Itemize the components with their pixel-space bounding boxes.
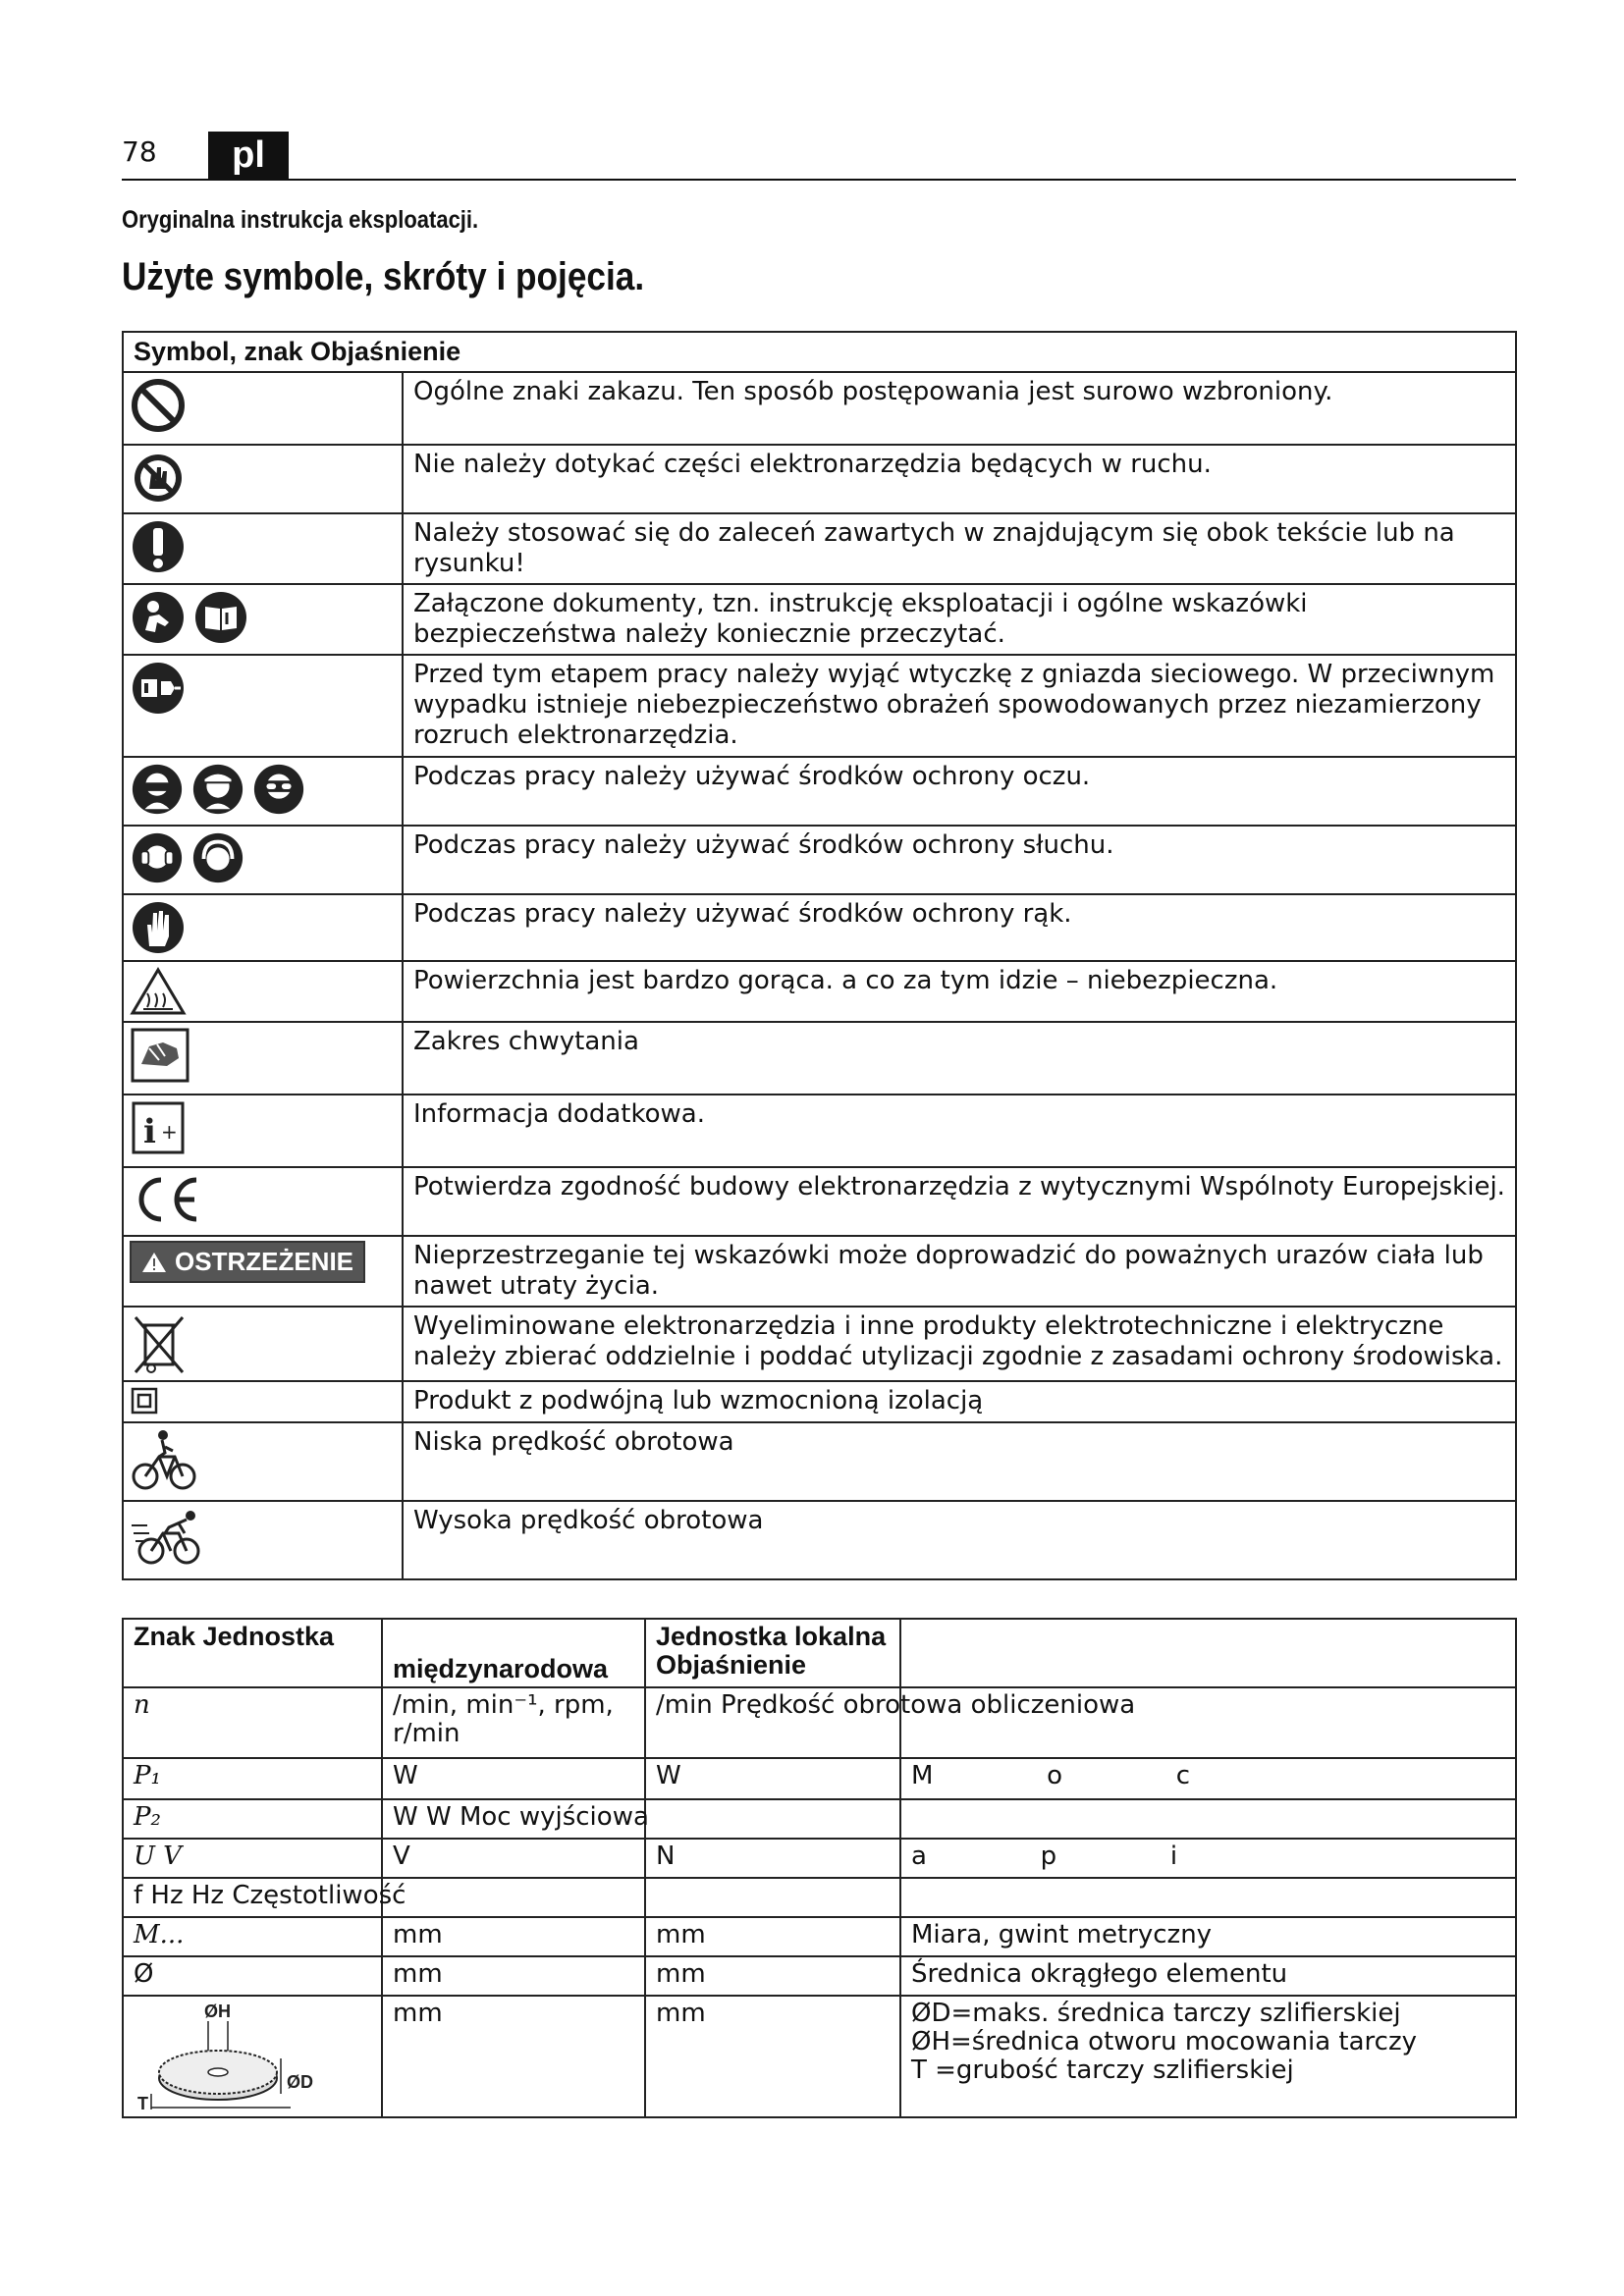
unit-local: /min Prędkość obrotowa obliczeniowa bbox=[645, 1687, 900, 1758]
hot-surface-icon bbox=[130, 966, 187, 1017]
goggles-icon bbox=[251, 762, 306, 817]
symbol-description: Wyeliminowane elektronarzędzia i inne produkty elektrotechniczne i elektryczne należy zbierać oddzielnie i poddać utylizacji zgodnie z zasadami ochrony środowiska. bbox=[403, 1307, 1516, 1381]
symbol-description: Nie należy dotykać części elektronarzędzia będących w ruchu. bbox=[403, 445, 1516, 513]
table-row bbox=[123, 1758, 1516, 1799]
unit-local: mm bbox=[645, 1956, 900, 1996]
unit-sign: Ø bbox=[123, 1956, 382, 1996]
unit-description bbox=[900, 1996, 1516, 2117]
symbol-description: Zakres chwytania bbox=[403, 1022, 1516, 1095]
table-row bbox=[123, 826, 1516, 894]
symbol-description: Załączone dokumenty, tzn. instrukcję eksploatacji i ogólne wskazówki bezpieczeństwa należy koniecznie przeczytać. bbox=[403, 584, 1516, 655]
header-sign-unit: Znak Jednostka bbox=[123, 1619, 382, 1687]
ce-mark-icon bbox=[130, 1172, 202, 1227]
page-title: Użyte symbole, skróty i pojęcia. bbox=[122, 255, 645, 298]
warning-badge bbox=[130, 1241, 365, 1283]
table-row bbox=[123, 1501, 1516, 1579]
warning-badge-label: OSTRZEŻENIE bbox=[175, 1247, 354, 1276]
read-manual-icons bbox=[130, 589, 396, 646]
units-table bbox=[122, 1618, 1517, 2118]
double-insulation-icon bbox=[130, 1386, 159, 1415]
symbol-description: Podczas pracy należy używać środków ochrony rąk. bbox=[403, 894, 1516, 961]
header-divider bbox=[122, 179, 1516, 181]
page-number: 78 bbox=[122, 135, 157, 168]
unit-description bbox=[900, 1799, 1516, 1839]
mandatory-exclamation-icon bbox=[130, 518, 187, 575]
table-row bbox=[123, 584, 1516, 655]
table-row bbox=[123, 894, 1516, 961]
table-row bbox=[123, 1167, 1516, 1236]
hand-protection-icon bbox=[130, 899, 187, 956]
table-row bbox=[123, 1839, 1516, 1878]
info-plus-icon bbox=[130, 1099, 187, 1156]
unit-international: /min, min⁻¹, rpm, r/min bbox=[382, 1687, 645, 1758]
unit-international: mm bbox=[382, 1917, 645, 1956]
header-local-explanation: Jednostka lokalna Objaśnienie bbox=[645, 1619, 900, 1687]
symbol-description: Niska prędkość obrotowa bbox=[403, 1422, 1516, 1501]
unit-local: N bbox=[645, 1839, 900, 1878]
unit-description: M o c bbox=[900, 1758, 1516, 1799]
unit-sign: P₂ bbox=[123, 1799, 382, 1839]
table-row bbox=[123, 1996, 1516, 2117]
grip-area-icon bbox=[130, 1027, 190, 1084]
disc-description-line: ØD=maks. średnica tarczy szlifierskiej bbox=[911, 1999, 1401, 2028]
disc-hole-label: ØH bbox=[204, 2002, 231, 2021]
eye-protection-icons bbox=[130, 762, 396, 817]
table-row bbox=[123, 1022, 1516, 1095]
unit-local bbox=[645, 1799, 900, 1839]
disc-description-line: T =grubość tarczy szlifierskiej bbox=[911, 2056, 1294, 2085]
svg-text:i: i bbox=[143, 1112, 156, 1151]
symbol-description: Należy stosować się do zaleceń zawartych w znajdującym się obok tekście lub na rysunku! bbox=[403, 513, 1516, 584]
table-row bbox=[123, 757, 1516, 826]
unit-international: V bbox=[382, 1839, 645, 1878]
units-table-header bbox=[123, 1619, 1516, 1687]
symbol-description: Podczas pracy należy używać środków ochrony oczu. bbox=[403, 757, 1516, 826]
table-row bbox=[123, 1687, 1516, 1758]
unit-sign: n bbox=[123, 1687, 382, 1758]
read-instructions-icon bbox=[130, 589, 187, 646]
weee-bin-icon bbox=[130, 1311, 189, 1376]
symbol-description: Podczas pracy należy używać środków ochrony słuchu. bbox=[403, 826, 1516, 894]
table-row bbox=[123, 1917, 1516, 1956]
unit-international bbox=[382, 1878, 645, 1917]
disc-diameter-label: ØD bbox=[287, 2072, 313, 2092]
table-row bbox=[123, 445, 1516, 513]
header-empty bbox=[900, 1619, 1516, 1687]
unit-international: W W Moc wyjściowa bbox=[382, 1799, 645, 1839]
table-row bbox=[123, 1799, 1516, 1839]
face-shield-icon bbox=[190, 762, 245, 817]
prohibition-icon bbox=[130, 377, 187, 434]
unit-sign: P₁ bbox=[123, 1758, 382, 1799]
unit-local: mm bbox=[645, 1996, 900, 2117]
table-row bbox=[123, 1878, 1516, 1917]
table-row bbox=[123, 1307, 1516, 1381]
unit-description bbox=[900, 1878, 1516, 1917]
disc-description-line: ØH=średnica otworu mocowania tarczy bbox=[911, 2027, 1417, 2056]
table-row bbox=[123, 1422, 1516, 1501]
unit-description: Średnica okrągłego elementu bbox=[900, 1956, 1516, 1996]
symbol-description: Ogólne znaki zakazu. Ten sposób postępowania jest surowo wzbroniony. bbox=[403, 372, 1516, 445]
table-row bbox=[123, 1956, 1516, 1996]
ear-protection-icon bbox=[130, 830, 185, 885]
table-row bbox=[123, 1095, 1516, 1167]
table-row bbox=[123, 513, 1516, 584]
table-row bbox=[123, 372, 1516, 445]
symbol-description: Wysoka prędkość obrotowa bbox=[403, 1501, 1516, 1579]
symbols-header-cell: Symbol, znak Objaśnienie bbox=[123, 332, 1516, 372]
header-international: międzynarodowa bbox=[382, 1619, 645, 1687]
symbol-description: Potwierdza zgodność budowy elektronarzędzia z wytycznymi Wspólnoty Europejskiej. bbox=[403, 1167, 1516, 1236]
table-row bbox=[123, 1381, 1516, 1422]
slow-bicycle-icon bbox=[130, 1427, 200, 1492]
fast-bicycle-icon bbox=[130, 1506, 208, 1567]
warning-triangle-icon bbox=[141, 1251, 167, 1274]
unit-international: mm bbox=[382, 1996, 645, 2117]
eye-protection-icon bbox=[130, 762, 185, 817]
ear-protection-icons bbox=[130, 830, 396, 885]
table-row bbox=[123, 655, 1516, 757]
do-not-touch-icon bbox=[130, 450, 187, 507]
disc-dimensions-icon bbox=[134, 2000, 320, 2113]
unit-sign: U V bbox=[123, 1839, 382, 1878]
language-tab: pl bbox=[208, 132, 289, 179]
unit-description: a p i bbox=[900, 1839, 1516, 1878]
symbols-table bbox=[122, 331, 1517, 1580]
symbol-description: Powierzchnia jest bardzo gorąca. a co za tym idzie – niebezpieczna. bbox=[403, 961, 1516, 1022]
table-row bbox=[123, 1236, 1516, 1307]
unit-sign: f Hz Hz Częstotliwość bbox=[123, 1878, 382, 1917]
unit-local: W bbox=[645, 1758, 900, 1799]
earmuffs-icon bbox=[190, 830, 245, 885]
unit-sign: M... bbox=[123, 1917, 382, 1956]
unit-local bbox=[645, 1878, 900, 1917]
table-row bbox=[123, 961, 1516, 1022]
symbol-description: Produkt z podwójną lub wzmocnioną izolacją bbox=[403, 1381, 1516, 1422]
symbol-description: Nieprzestrzeganie tej wskazówki może doprowadzić do poważnych urazów ciała lub nawet utraty życia. bbox=[403, 1236, 1516, 1307]
symbols-table-header bbox=[123, 332, 1516, 372]
unit-local: mm bbox=[645, 1917, 900, 1956]
symbol-description: Przed tym etapem pracy należy wyjąć wtyczkę z gniazda sieciowego. W przeciwnym wypadku istnieje niebezpieczeństwo obrażeń spowodowanych przez niezamierzony rozruch elektronarzędzia. bbox=[403, 655, 1516, 757]
disc-thickness-label: T bbox=[137, 2094, 148, 2113]
unit-international: W bbox=[382, 1758, 645, 1799]
manual-book-icon bbox=[192, 589, 249, 646]
unplug-icon bbox=[130, 660, 187, 717]
unit-international: mm bbox=[382, 1956, 645, 1996]
document-subtitle: Oryginalna instrukcja eksploatacji. bbox=[122, 206, 479, 234]
unit-description: Miara, gwint metryczny bbox=[900, 1917, 1516, 1956]
symbol-description: Informacja dodatkowa. bbox=[403, 1095, 1516, 1167]
svg-text:+: + bbox=[161, 1120, 178, 1144]
